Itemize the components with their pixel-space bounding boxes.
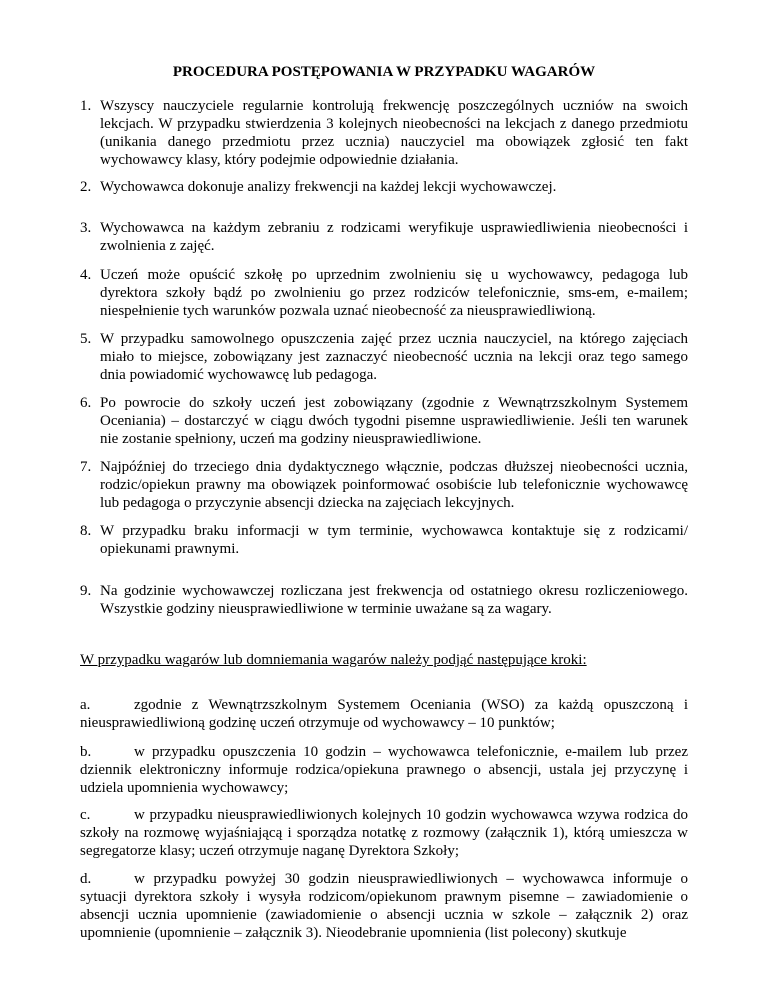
step-letter: a. — [80, 697, 91, 713]
list-item — [80, 394, 688, 448]
list-item — [80, 582, 688, 618]
item-number: 5. — [80, 331, 92, 347]
step-item — [80, 696, 688, 732]
list-item — [80, 522, 688, 558]
item-number: 7. — [80, 459, 92, 475]
page-title: PROCEDURA POSTĘPOWANIA W PRZYPADKU WAGARÓW — [172, 64, 596, 80]
item-number: 9. — [80, 583, 92, 599]
item-text: Najpóźniej do trzeciego dnia dydaktycznego włącznie, podczas dłuższej nieobecności ucznia, rodzic/opiekun prawny ma obowiązek poinformować osobiście lub telefonicznie wychowawcę lub pedagoga o przyczynie absencji dziecka na zajęciach lekcyjnych. — [100, 459, 688, 511]
item-text: W przypadku samowolnego opuszczenia zajęć przez ucznia nauczyciel, na którego zajęciach miało to miejsce, zobowiązany jest zaznaczyć nieobecność ucznia na lekcji oraz tego samego dnia powiadomić wychowawcę lub pedagoga. — [100, 331, 688, 383]
item-text: Wszyscy nauczyciele regularnie kontrolują frekwencję poszczególnych uczniów na swoich lekcjach. W przypadku stwierdzenia 3 kolejnych nieobecności na lekcjach z danego przedmiotu (unikania danego przedmiotu przez ucznia) nauczyciel ma obowiązek zgłosić ten fakt wychowawcy klasy, który podejmie odpowiednie działania. — [100, 98, 688, 168]
list-item — [80, 458, 688, 512]
step-letter: d. — [80, 871, 92, 887]
item-number: 6. — [80, 395, 92, 411]
step-letter: b. — [80, 744, 92, 760]
item-text: Wychowawca na każdym zebraniu z rodzicami weryfikuje usprawiedliwienia nieobecności i zwolnienia z zajęć. — [100, 220, 688, 254]
list-item — [80, 266, 688, 320]
step-text: w przypadku opuszczenia 10 godzin – wychowawca telefonicznie, e-mailem lub przez dziennik elektroniczny informuje rodzica/opiekuna prawnego o absencji, ustala jej przyczynę i udziela upomnienia wychowawcy; — [80, 744, 688, 796]
step-item — [80, 743, 688, 797]
list-item — [80, 97, 688, 169]
item-number: 8. — [80, 523, 92, 539]
step-item — [80, 870, 688, 942]
item-number: 3. — [80, 220, 92, 236]
item-text: Wychowawca dokonuje analizy frekwencji na każdej lekcji wychowawczej. — [100, 179, 557, 195]
item-text: Na godzinie wychowawczej rozliczana jest frekwencja od ostatniego okresu rozliczeniowego. Wszystkie godziny nieusprawiedliwione w terminie uważane są za wagary. — [100, 583, 688, 617]
step-text: w przypadku powyżej 30 godzin nieusprawiedliwionych – wychowawca informuje o sytuacji dyrektora szkoły i wysyła rodzicom/opiekunom prawnym pisemne – zawiadomienie o absencji ucznia upomnienie (zawiadomienie o absencji ucznia w szkole – załącznik 2) oraz upomnienie (upomnienie – załącznik 3). Nieodebranie upomnienia (list polecony) skutkuje — [80, 871, 688, 941]
step-letter: c. — [80, 807, 91, 823]
list-item — [80, 330, 688, 384]
list-item — [80, 219, 688, 255]
item-text: Uczeń może opuścić szkołę po uprzednim zwolnieniu się u wychowawcy, pedagoga lub dyrektora szkoły bądź po zwolnieniu go przez rodziców telefonicznie, sms-em, e-mailem; niespełnienie tych warunków pozwala uznać nieobecność za nieusprawiedliwioną. — [100, 267, 688, 319]
list-item — [80, 178, 688, 196]
steps-heading: W przypadku wagarów lub domniemania wagarów należy podjąć następujące kroki: — [80, 652, 587, 668]
item-text: W przypadku braku informacji w tym terminie, wychowawca kontaktuje się z rodzicami/ opiekunami prawnymi. — [100, 523, 688, 557]
step-item — [80, 806, 688, 860]
item-number: 4. — [80, 267, 92, 283]
step-text: zgodnie z Wewnątrzszkolnym Systemem Oceniania (WSO) za każdą opuszczoną i nieusprawiedliwioną godzinę uczeń otrzymuje od wychowawcy – 10 punktów; — [80, 697, 688, 731]
item-text: Po powrocie do szkoły uczeń jest zobowiązany (zgodnie z Wewnątrzszkolnym Systemem Oceniania) – dostarczyć w ciągu dwóch tygodni pisemne usprawiedliwienie. Jeśli ten warunek nie zostanie spełniony, uczeń ma godziny nieusprawiedliwione. — [100, 395, 688, 447]
item-number: 1. — [80, 98, 92, 114]
step-text: w przypadku nieusprawiedliwionych kolejnych 10 godzin wychowawca wzywa rodzica do szkoły na rozmowę wyjaśniającą i sporządza notatkę z rozmowy (załącznik 1), którą umieszcza w segregatorze klasy; uczeń otrzymuje naganę Dyrektora Szkoły; — [80, 807, 688, 859]
item-number: 2. — [80, 179, 92, 195]
